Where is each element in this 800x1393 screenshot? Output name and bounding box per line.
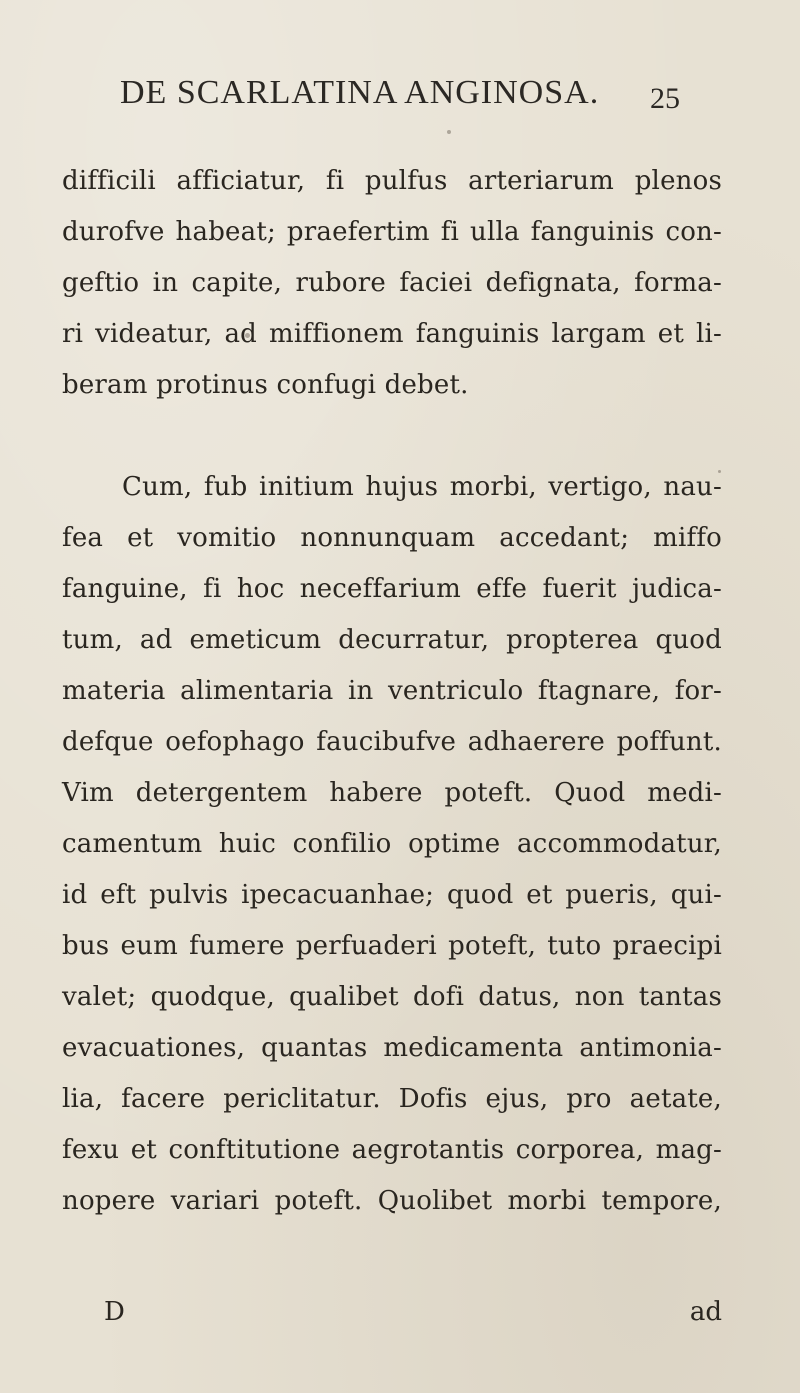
text-line: camentum huic confilio optime accommodatur, (62, 829, 722, 859)
paragraph-2 (62, 462, 722, 1227)
text-line: difficili afficiatur, fi pulfus arteriarum plenos (62, 166, 722, 196)
text-line: beram protinus confugi debet. (62, 370, 469, 400)
page-footer (62, 1297, 722, 1347)
text-line: fanguine, fi hoc neceffarium effe fuerit judica- (62, 574, 722, 604)
text-line: durofve habeat; praefertim fi ulla fanguinis con- (62, 217, 722, 247)
ink-speck (447, 130, 451, 134)
paragraph-1 (62, 156, 722, 411)
text-line: id eft pulvis ipecacuanhae; quod et pueris, qui- (62, 880, 722, 910)
text-line: ri videatur, ad miffionem fanguinis largam et li- (62, 319, 722, 349)
text-line: tum, ad emeticum decurratur, propterea quod (62, 625, 722, 655)
text-line: defque oefophago faucibufve adhaerere poffunt. (62, 727, 722, 757)
running-title: DE SCARLATINA ANGINOSA. (120, 74, 600, 111)
text-line: bus eum fumere perfuaderi poteft, tuto praecipi (62, 931, 722, 961)
text-line: Vim detergentem habere poteft. Quod medi- (62, 778, 722, 808)
catchword: ad (689, 1297, 722, 1327)
text-line: fexu et conftitutione aegrotantis corporea, mag- (62, 1135, 722, 1165)
text-line: nopere variari poteft. Quolibet morbi tempore, (62, 1186, 722, 1216)
text-line: valet; quodque, qualibet dofi datus, non tantas (62, 982, 722, 1012)
text-line: Cum, fub initium hujus morbi, vertigo, nau- (122, 472, 722, 502)
page-header (120, 74, 680, 122)
page-number: 25 (650, 82, 680, 115)
text-line: fea et vomitio nonnunquam accedant; miffo (62, 523, 722, 553)
body-text (62, 156, 722, 1227)
text-line: evacuationes, quantas medicamenta antimonia- (62, 1033, 722, 1063)
text-line: lia, facere periclitatur. Dofis ejus, pro aetate, (62, 1084, 722, 1114)
text-line: geftio in capite, rubore faciei defignata, forma- (62, 268, 722, 298)
signature-mark: D (104, 1297, 125, 1327)
text-line: materia alimentaria in ventriculo ftagnare, for- (62, 676, 722, 706)
